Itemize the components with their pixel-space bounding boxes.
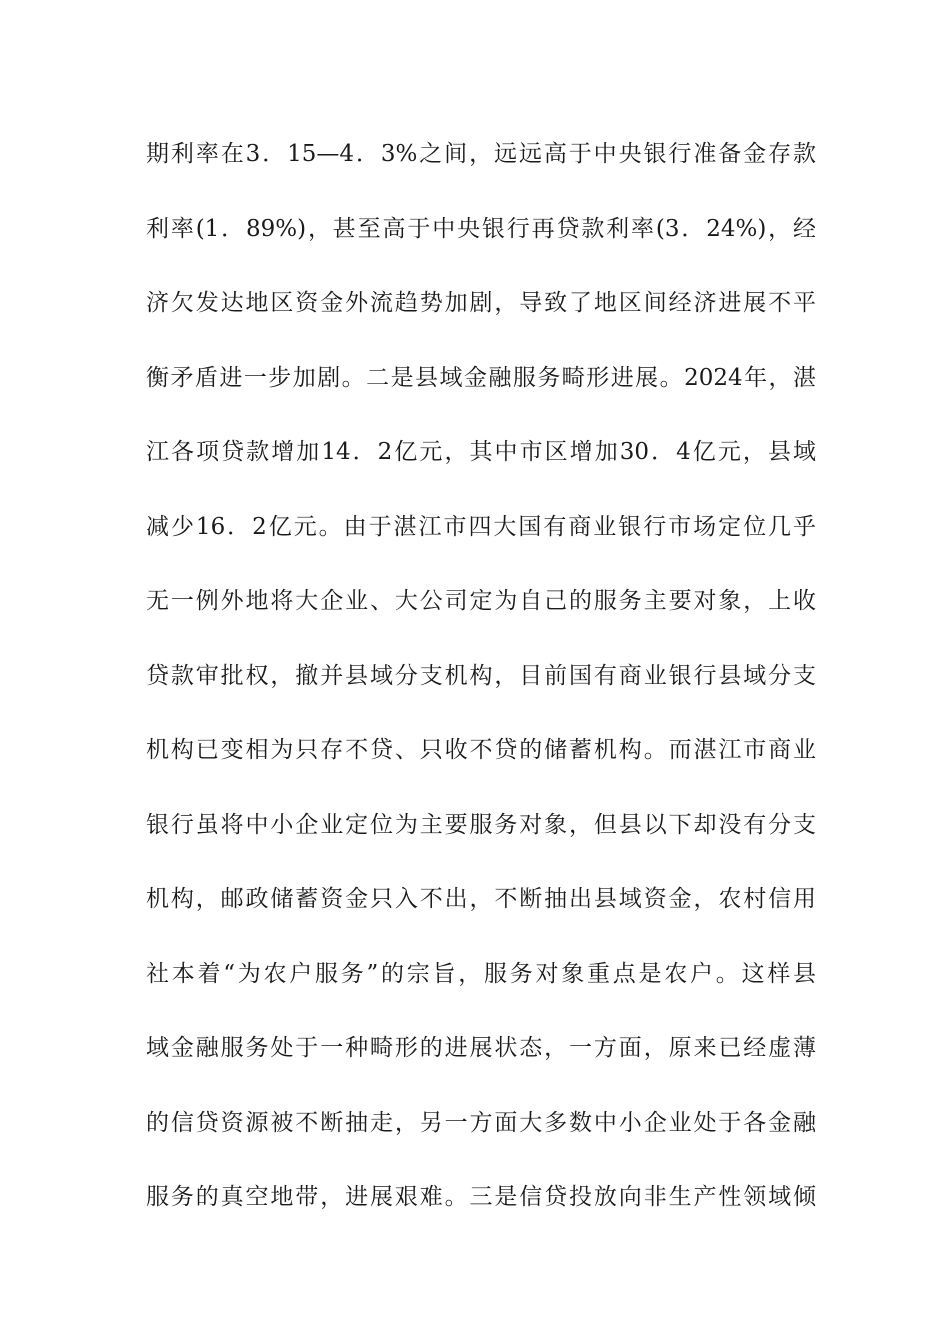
text-line: 衡矛盾进一步加剧。二是县域金融服务畸形进展。2024年，湛	[146, 364, 816, 391]
text-line: 济欠发达地区资金外流趋势加剧，导致了地区间经济进展不平	[146, 290, 816, 316]
text-line: 贷款审批权，撤并县域分支机构，目前国有商业银行县域分支	[146, 662, 816, 689]
text-line: 无一例外地将大企业、大公司定为自己的服务主要对象，上收	[146, 588, 816, 614]
text-line: 期利率在3．15—4．3%之间，远远高于中央银行准备金存款	[146, 141, 816, 167]
text-line: 的信贷资源被不断抽走，另一方面大多数中小企业处于各金融	[146, 1109, 816, 1136]
body-paragraph	[146, 128, 816, 1246]
text-line: 利率(1．89%)，甚至高于中央银行再贷款利率(3．24%)，经	[146, 215, 816, 242]
text-line: 机构，邮政储蓄资金只入不出，不断抽出县域资金，农村信用	[146, 886, 816, 912]
text-line: 机构已变相为只存不贷、只收不贷的储蓄机构。而湛江市商业	[146, 737, 816, 763]
text-line: 江各项贷款增加14．2亿元，其中市区增加30．4亿元，县域	[146, 439, 816, 465]
text-line: 域金融服务处于一种畸形的进展状态，一方面，原来已经虚薄	[146, 1035, 816, 1061]
text-line: 银行虽将中小企业定位为主要服务对象，但县以下却没有分支	[146, 811, 816, 838]
text-line: 社本着“为农户服务”的宗旨，服务对象重点是农户。这样县	[146, 960, 816, 987]
text-line: 服务的真空地带，进展艰难。三是信贷投放向非生产性领域倾	[146, 1184, 816, 1210]
text-line: 减少16．2亿元。由于湛江市四大国有商业银行市场定位几乎	[146, 513, 816, 540]
